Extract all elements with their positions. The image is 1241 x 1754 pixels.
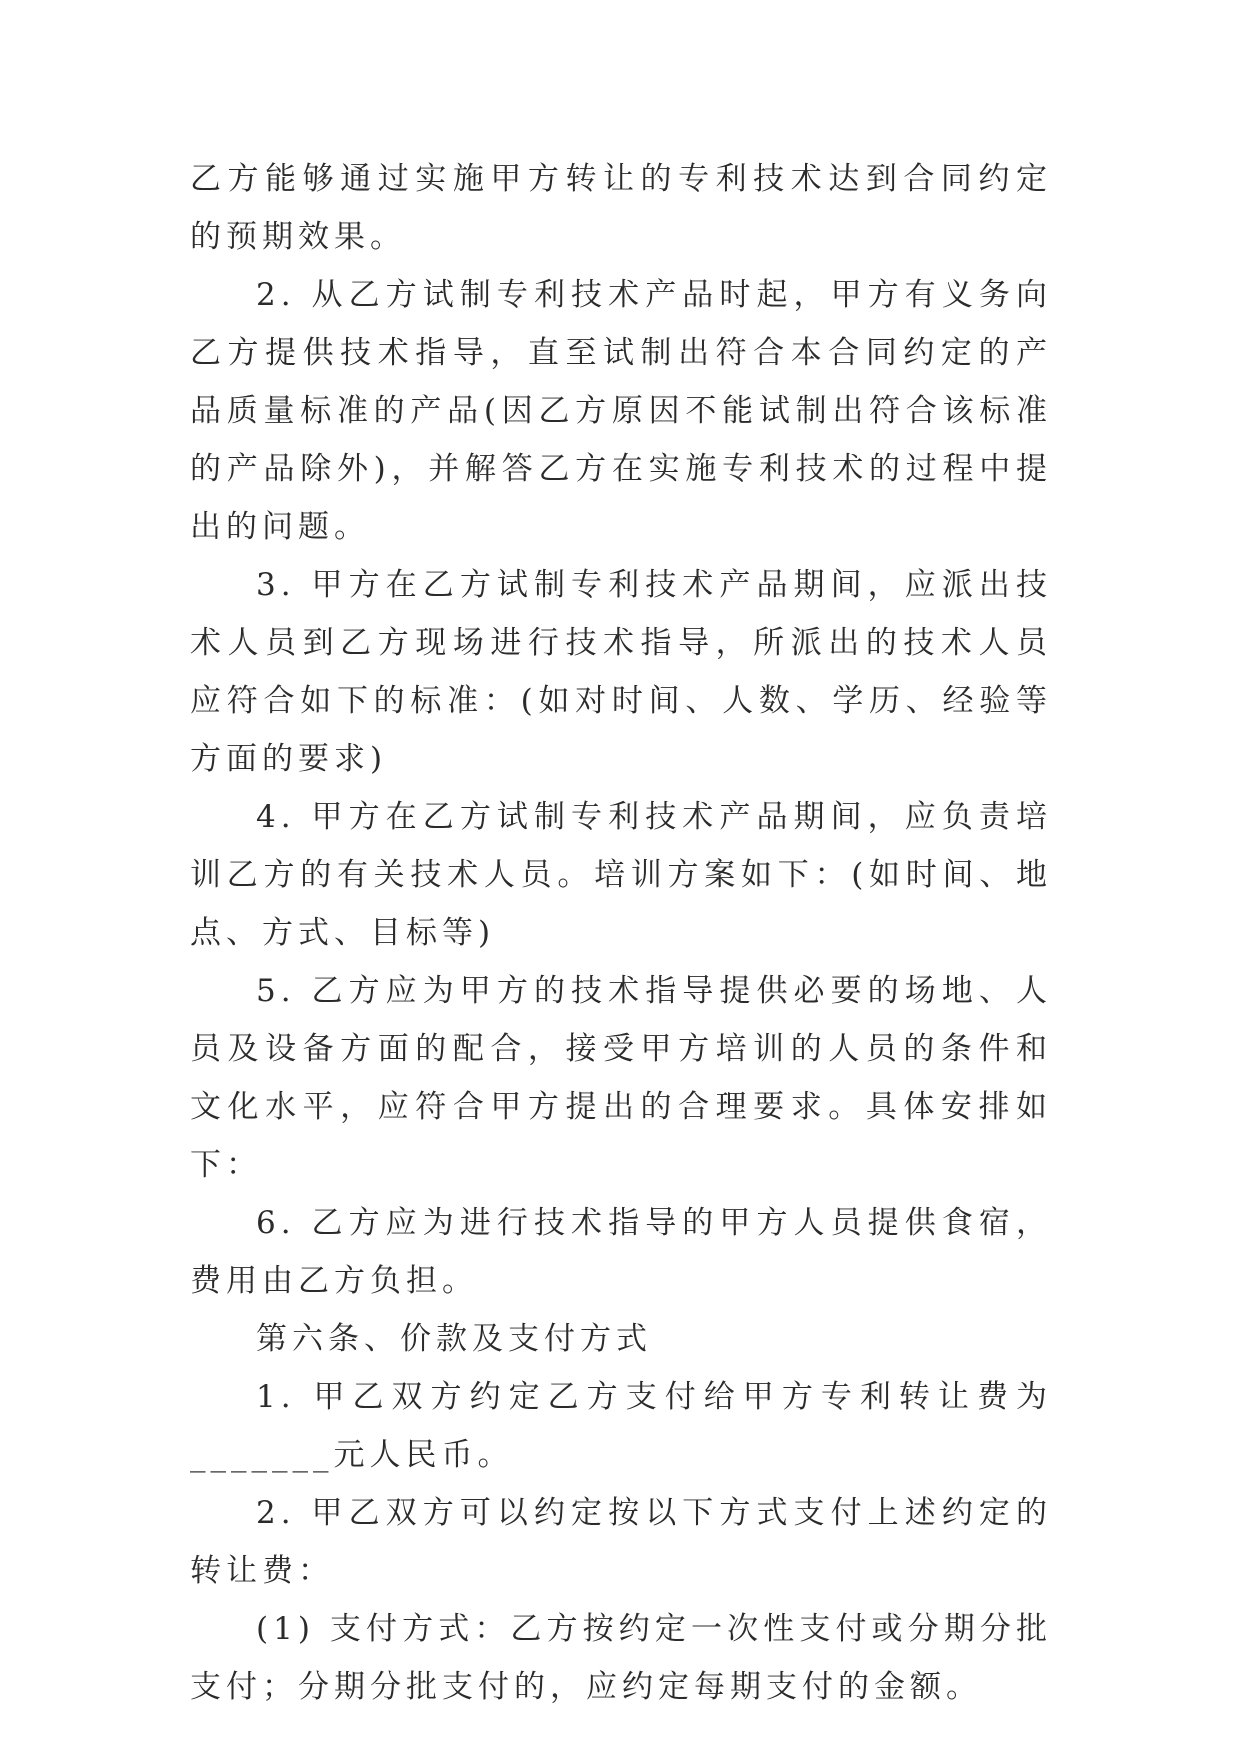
document-body — [190, 150, 1052, 1716]
paragraph-item-4: 4. 甲方在乙方试制专利技术产品期间，应负责培训乙方的有关技术人员。培训方案如下：(如时间、地点、方式、目标等) — [190, 799, 1052, 951]
paragraph-item-3: 3. 甲方在乙方试制专利技术产品期间，应派出技术人员到乙方现场进行技术指导，所派出的技术人员应符合如下的标准：(如对时间、人数、学历、经验等方面的要求) — [190, 567, 1052, 777]
section-heading-article-6: 第六条、价款及支付方式 — [256, 1321, 652, 1357]
paragraph-intro: 乙方能够通过实施甲方转让的专利技术达到合同约定的预期效果。 — [190, 161, 1052, 255]
paragraph-item-5: 5. 乙方应为甲方的技术指导提供必要的场地、人员及设备方面的配合，接受甲方培训的人员的条件和文化水平，应符合甲方提出的合理要求。具体安排如下： — [190, 973, 1052, 1183]
paragraph-item-2: 2. 从乙方试制专利技术产品时起，甲方有义务向乙方提供技术指导，直至试制出符合本合同约定的产品质量标准的产品(因乙方原因不能试制出符合该标准的产品除外)，并解答乙方在实施专利技术的过程中提出的问题。 — [190, 277, 1052, 545]
paragraph-payment-method: (1) 支付方式：乙方按约定一次性支付或分期分批支付；分期分批支付的，应约定每期支付的金额。 — [190, 1611, 1052, 1705]
paragraph-payment-2: 2. 甲乙双方可以约定按以下方式支付上述约定的转让费： — [190, 1495, 1052, 1589]
paragraph-payment-1: 1. 甲乙双方约定乙方支付给甲方专利转让费为_______元人民币。 — [190, 1379, 1052, 1473]
paragraph-item-6: 6. 乙方应为进行技术指导的甲方人员提供食宿，费用由乙方负担。 — [190, 1205, 1052, 1299]
